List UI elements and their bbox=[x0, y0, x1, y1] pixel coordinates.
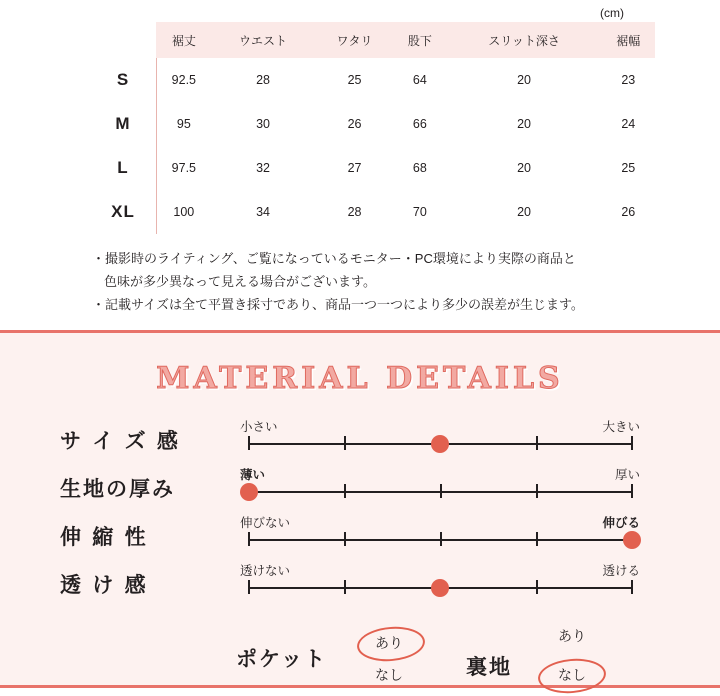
scale-tick bbox=[248, 580, 250, 594]
cell-m-hem-width: 24 bbox=[621, 117, 636, 131]
note-line-2-wrapper bbox=[92, 271, 652, 292]
size-label-s: S bbox=[90, 58, 157, 102]
note-line-1: ・撮影時のライティング、ご覧になっているモニター・PC環境により実際の商品と bbox=[92, 251, 576, 266]
cell-s-hem-width: 23 bbox=[621, 73, 636, 87]
cell-s-slit-depth: 20 bbox=[517, 73, 532, 87]
scale-right-label-sheerness: 透ける bbox=[602, 564, 640, 578]
scale-tick bbox=[536, 436, 538, 450]
choice-label-pocket: ポケット bbox=[236, 647, 327, 671]
scale-tick bbox=[344, 532, 346, 546]
feature-choices bbox=[0, 623, 720, 691]
note-line-2: 色味が多少異なって見える場合がございます。 bbox=[104, 274, 376, 290]
table-row bbox=[90, 146, 655, 190]
scale-track-thickness bbox=[240, 465, 640, 513]
table-header-hem-length: 裾丈 bbox=[157, 22, 211, 58]
scale-tick bbox=[536, 580, 538, 594]
choice-label-lining: 裏地 bbox=[466, 655, 512, 679]
cell-l-waist: 32 bbox=[256, 161, 270, 175]
cell-m-inseam: 66 bbox=[412, 117, 427, 131]
cell-l-thigh: 27 bbox=[347, 161, 362, 175]
scale-track-size bbox=[240, 417, 640, 465]
table-header-hem-width: 裾幅 bbox=[602, 22, 654, 58]
cell-m-slit-depth: 20 bbox=[517, 117, 532, 131]
cell-xl-hem-width: 26 bbox=[621, 205, 636, 219]
scale-tick bbox=[631, 580, 633, 594]
scale-tick bbox=[248, 436, 250, 450]
scale-label-size: サ イ ズ 感 bbox=[60, 429, 180, 453]
scale-tick bbox=[344, 484, 346, 498]
cell-l-hem-width: 25 bbox=[621, 161, 636, 175]
scale-tick bbox=[248, 532, 250, 546]
scale-marker-stretch bbox=[623, 531, 641, 549]
scale-tick bbox=[536, 532, 538, 546]
cell-xl-thigh: 28 bbox=[347, 205, 362, 219]
material-scale-list bbox=[0, 417, 720, 609]
cell-xl-slit-depth: 20 bbox=[517, 205, 532, 219]
material-details-title: MATERIAL DETAILS bbox=[156, 361, 564, 396]
scale-tick bbox=[631, 484, 633, 498]
lining-option-ari: あり bbox=[558, 628, 586, 644]
cell-xl-waist: 34 bbox=[256, 205, 270, 219]
table-row bbox=[90, 190, 655, 234]
table-header-waist: ウエスト bbox=[211, 22, 316, 58]
scale-tick bbox=[536, 484, 538, 498]
scale-left-label-stretch: 伸びない bbox=[240, 516, 291, 530]
size-label-xl: XL bbox=[90, 190, 157, 234]
scale-tick bbox=[344, 436, 346, 450]
cell-m-thigh: 26 bbox=[347, 117, 362, 131]
table-row bbox=[90, 58, 655, 102]
cell-s-hem-length: 92.5 bbox=[171, 73, 197, 87]
cell-xl-hem-length: 100 bbox=[173, 205, 195, 219]
cell-s-thigh: 25 bbox=[347, 73, 362, 87]
scale-tick bbox=[631, 436, 633, 450]
pocket-option-nashi: なし bbox=[375, 667, 403, 683]
cell-s-inseam: 64 bbox=[412, 73, 427, 87]
cell-l-inseam: 68 bbox=[412, 161, 427, 175]
material-scale-row-sheerness bbox=[0, 561, 720, 609]
scale-left-label-size: 小さい bbox=[240, 420, 278, 434]
cell-l-slit-depth: 20 bbox=[517, 161, 532, 175]
unit-label: (cm) bbox=[600, 6, 624, 20]
note-line-3: ・記載サイズは全て平置き採寸であり、商品一つ一つにより多少の誤差が生じます。 bbox=[92, 297, 584, 313]
cell-xl-inseam: 70 bbox=[412, 205, 427, 219]
scale-track-stretch bbox=[240, 513, 640, 561]
pocket-option-ari: あり bbox=[375, 635, 403, 651]
table-header-thigh: ワタリ bbox=[315, 22, 393, 58]
scale-track-sheerness bbox=[240, 561, 640, 609]
scale-left-label-sheerness: 透けない bbox=[240, 564, 291, 578]
scale-label-thickness: 生地の厚み bbox=[60, 477, 175, 501]
size-label-l: L bbox=[90, 146, 157, 190]
lining-option-nashi: なし bbox=[558, 667, 586, 683]
scale-label-stretch: 伸 縮 性 bbox=[60, 525, 148, 549]
scale-tick bbox=[440, 484, 442, 498]
cell-s-waist: 28 bbox=[256, 73, 270, 87]
cell-m-hem-length: 95 bbox=[176, 117, 191, 131]
scale-tick bbox=[440, 532, 442, 546]
scale-marker-thickness bbox=[240, 483, 258, 501]
material-scale-row-size bbox=[0, 417, 720, 465]
scale-right-label-thickness: 厚い bbox=[614, 468, 640, 482]
cell-l-hem-length: 97.5 bbox=[171, 161, 197, 175]
scale-left-label-thickness: 薄い bbox=[240, 468, 266, 482]
scale-marker-size bbox=[431, 435, 449, 453]
table-row bbox=[90, 102, 655, 146]
material-details-panel bbox=[0, 330, 720, 688]
scale-marker-sheerness bbox=[431, 579, 449, 597]
scale-right-label-stretch: 伸びる bbox=[602, 516, 640, 530]
disclaimer-notes bbox=[92, 248, 652, 317]
table-header-inseam: 股下 bbox=[394, 22, 446, 58]
size-table bbox=[90, 22, 655, 234]
table-header-corner bbox=[90, 22, 157, 58]
material-scale-row-stretch bbox=[0, 513, 720, 561]
scale-tick bbox=[344, 580, 346, 594]
material-scale-row-thickness bbox=[0, 465, 720, 513]
size-label-m: M bbox=[90, 102, 157, 146]
scale-label-sheerness: 透 け 感 bbox=[60, 573, 148, 597]
scale-right-label-size: 大きい bbox=[602, 420, 640, 434]
table-header-row bbox=[90, 22, 655, 58]
table-header-slit-depth: スリット深さ bbox=[446, 22, 602, 58]
cell-m-waist: 30 bbox=[256, 117, 270, 131]
